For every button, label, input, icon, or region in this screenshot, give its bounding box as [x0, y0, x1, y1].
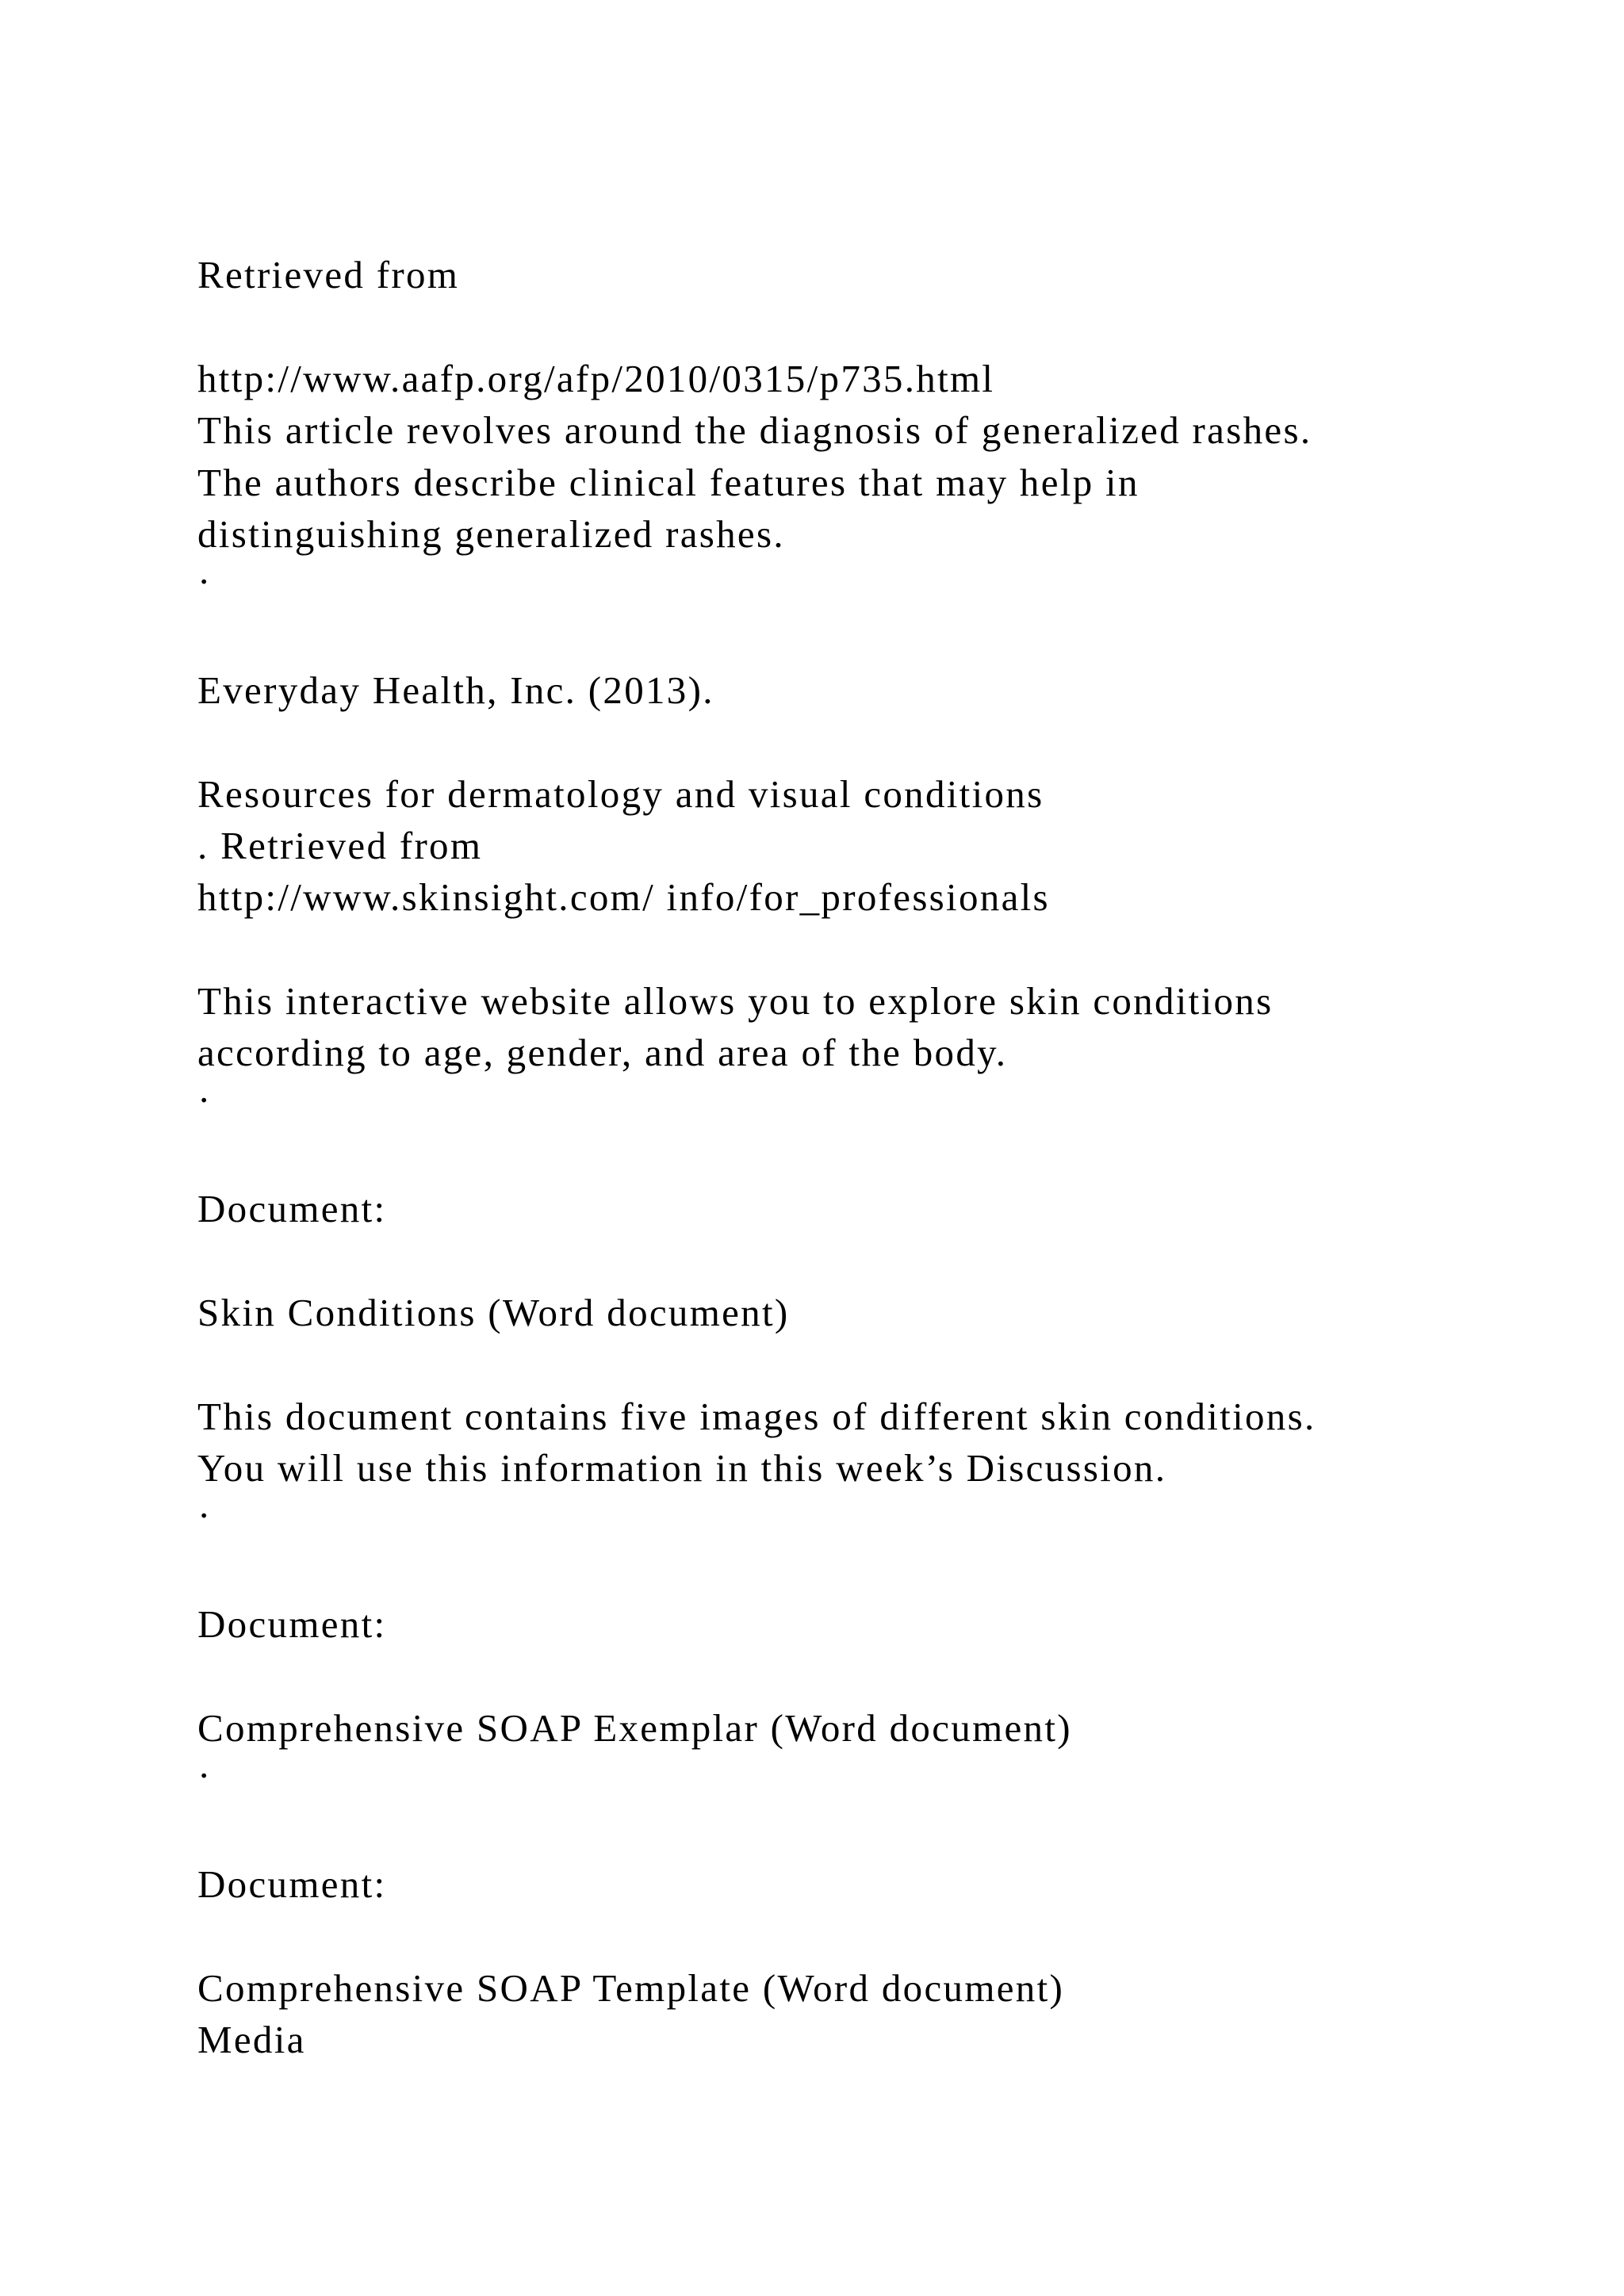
website-description-line-1: This interactive website allows you to explore skin conditions	[197, 979, 1274, 1023]
skin-conditions-title: Skin Conditions (Word document)	[197, 1291, 790, 1334]
document-label: Document:	[197, 1862, 387, 1906]
article-description-line-2: The authors describe clinical features that may help in	[197, 461, 1139, 504]
document-label: Document:	[197, 1187, 387, 1230]
skinsight-url: http://www.skinsight.com/ info/for_professionals	[197, 875, 1050, 919]
soap-exemplar-title: Comprehensive SOAP Exemplar (Word document)	[197, 1706, 1072, 1750]
aafp-url: http://www.aafp.org/afp/2010/0315/p735.html	[197, 357, 995, 400]
bullet-dot: ·	[197, 1754, 211, 1797]
article-description-line-3: distinguishing generalized rashes.	[197, 512, 785, 556]
retrieved-from-label: Retrieved from	[197, 253, 460, 297]
retrieved-from-label: . Retrieved from	[197, 824, 483, 867]
resources-title: Resources for dermatology and visual conditions	[197, 772, 1044, 816]
media-heading: Media	[197, 2018, 306, 2061]
article-description-line-1: This article revolves around the diagnosis of generalized rashes.	[197, 408, 1312, 452]
bullet-dot: ·	[197, 1078, 211, 1122]
document-label: Document:	[197, 1602, 387, 1646]
website-description-line-2: according to age, gender, and area of the body.	[197, 1031, 1008, 1074]
bullet-dot: ·	[197, 1494, 211, 1537]
soap-template-title: Comprehensive SOAP Template (Word document)	[197, 1966, 1065, 2010]
everyday-health-citation: Everyday Health, Inc. (2013).	[197, 668, 714, 712]
skin-conditions-description-line-2: You will use this information in this week’s Discussion.	[197, 1446, 1167, 1490]
bullet-dot: ·	[197, 560, 211, 603]
skin-conditions-description-line-1: This document contains five images of different skin conditions.	[197, 1395, 1316, 1438]
